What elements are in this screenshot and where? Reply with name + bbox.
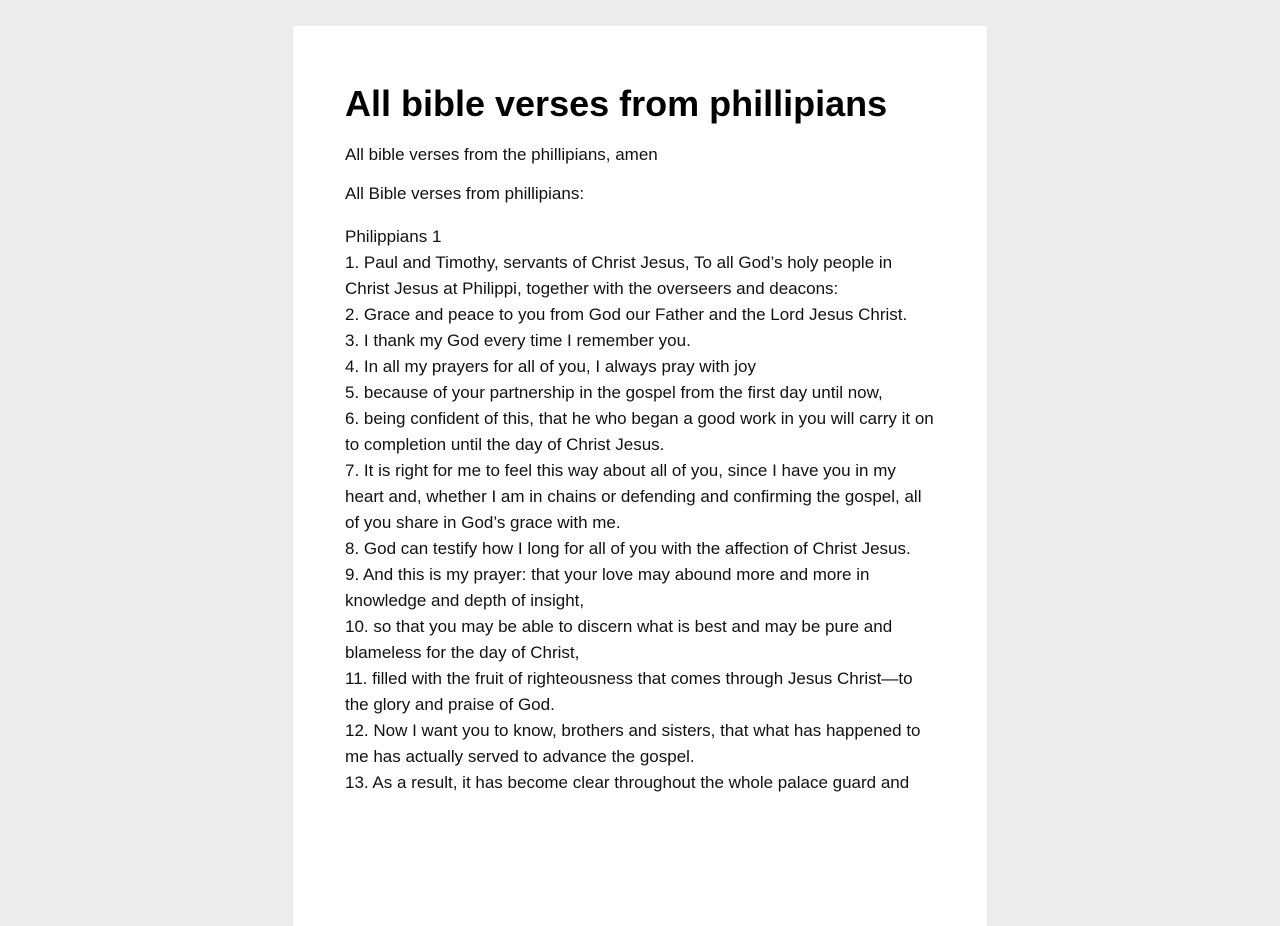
page-title: All bible verses from phillipians <box>345 83 888 124</box>
verse: 5. because of your partnership in the gospel from the first day until now, <box>345 383 883 402</box>
verse: 3. I thank my God every time I remember you. <box>345 331 691 350</box>
lead-text: All Bible verses from phillipians: <box>345 184 585 203</box>
verse: 2. Grace and peace to you from God our Father and the Lord Jesus Christ. <box>345 305 908 324</box>
verse: 7. It is right for me to feel this way about all of you, since I have you in my heart and, whether I am in chains or defending and confirming the gospel, all of you share in God’s grace with me. <box>345 461 922 532</box>
chapter-heading: Philippians 1 <box>345 227 442 246</box>
verse: 4. In all my prayers for all of you, I always pray with joy <box>345 357 756 376</box>
verse: 1. Paul and Timothy, servants of Christ Jesus, To all God’s holy people in Christ Jesus at Philippi, together with the overseers and deacons: <box>345 253 893 298</box>
verse: 12. Now I want you to know, brothers and sisters, that what has happened to me has actually served to advance the gospel. <box>345 721 921 766</box>
verse: 10. so that you may be able to discern what is best and may be pure and blameless for the day of Christ, <box>345 617 893 662</box>
verse: 9. And this is my prayer: that your love may abound more and more in knowledge and depth of insight, <box>345 565 870 610</box>
article-card <box>293 26 987 926</box>
verse: 8. God can testify how I long for all of you with the affection of Christ Jesus. <box>345 539 911 558</box>
intro-text: All bible verses from the phillipians, amen <box>345 145 658 164</box>
verse-list <box>345 224 935 796</box>
verse: 13. As a result, it has become clear throughout the whole palace guard and <box>345 773 910 792</box>
verse: 11. filled with the fruit of righteousness that comes through Jesus Christ—to the glory and praise of God. <box>345 669 913 714</box>
verse: 6. being confident of this, that he who began a good work in you will carry it on to completion until the day of Christ Jesus. <box>345 409 934 454</box>
